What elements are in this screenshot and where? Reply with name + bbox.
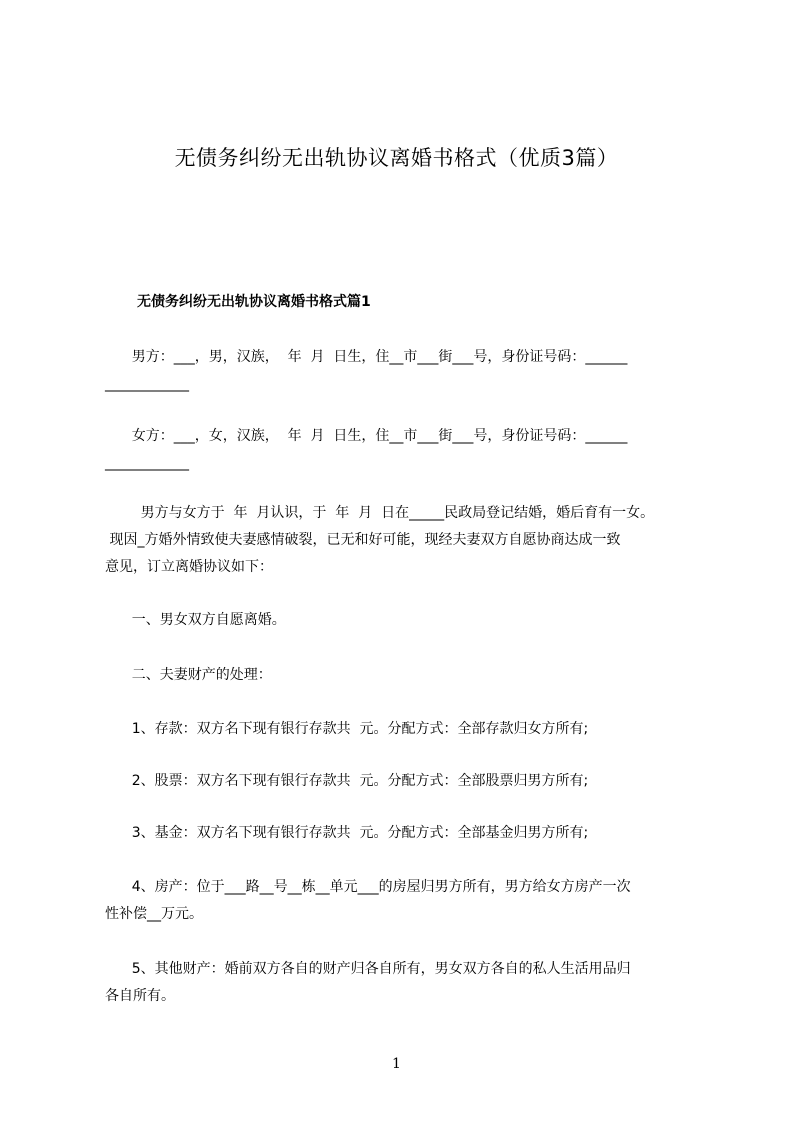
section-heading: 无债务纠纷无出轨协议离婚书格式篇1 [137,294,371,310]
paragraph-deposit: 1、存款：双方名下现有银行存款共 元。分配方式：全部存款归女方所有; [105,721,589,737]
paragraph-funds: 3、基金：双方名下现有银行存款共 元。分配方式：全部基金归男方所有; [105,825,589,841]
paragraph-background: 男方与女方于 年 月认识，于 年 月 日在_____民政局登记结婚，婚后育有一女。 现因_方婚外情致使夫妻感情破裂，已无和好可能，现经夫妻双方自愿协商达成一致 意见，订立离婚协议如下： [105,505,655,575]
paragraph-male-party: 男方：___，男，汉族， 年 月 日生，住__市___街___号，身份证号码：______ ____________ [105,349,628,392]
paragraph-property: 4、房产：位于___路__号__栋__单元___的房屋归男方所有，男方给女方房产一次 性补偿__万元。 [105,879,631,922]
paragraph-clause-2: 二、夫妻财产的处理： [105,667,272,683]
document-title: 无债务纠纷无出轨协议离婚书格式（优质3篇） [174,146,619,170]
paragraph-female-party: 女方：___，女，汉族， 年 月 日生，住__市___街___号，身份证号码：______ ____________ [105,428,628,471]
page-number: 1 [392,1056,401,1072]
paragraph-stocks: 2、股票：双方名下现有银行存款共 元。分配方式：全部股票归男方所有; [105,773,589,789]
paragraph-other-assets: 5、其他财产：婚前双方各自的财产归各自所有，男女双方各自的私人生活用品归 各自所有。 [105,961,631,1004]
paragraph-clause-1: 一、男女双方自愿离婚。 [105,612,286,628]
